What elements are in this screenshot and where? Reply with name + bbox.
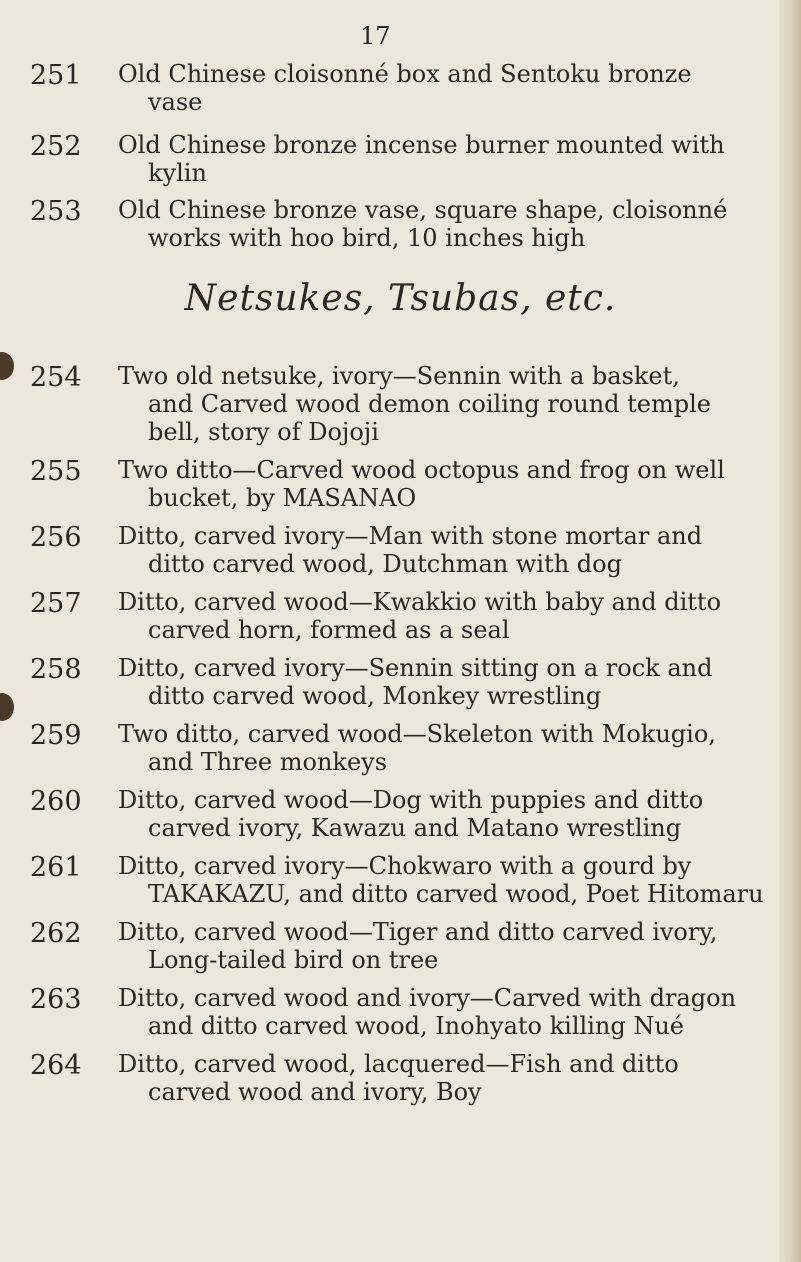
lot-line: Old Chinese cloisonné box and Sentoku bronze (118, 60, 692, 88)
page-number: 17 (360, 22, 391, 50)
lot-line: TAKAKAZU, and ditto carved wood, Poet Hitomaru (148, 880, 764, 908)
lot-description (118, 786, 768, 842)
lot-line: and ditto carved wood, Inohyato killing Nué (148, 1012, 684, 1040)
lot-number: 258 (30, 654, 82, 685)
lot-description (118, 984, 768, 1040)
lot-line: Old Chinese bronze incense burner mounted with (118, 131, 725, 159)
lot-line: carved wood and ivory, Boy (148, 1078, 482, 1106)
lot-line: Two ditto, carved wood—Skeleton with Mokugio, (118, 720, 716, 748)
lot-line: Ditto, carved wood, lacquered—Fish and ditto (118, 1050, 679, 1078)
lot-line: Ditto, carved wood—Kwakkio with baby and ditto (118, 588, 722, 616)
lot-description (118, 362, 768, 446)
lot-line: bell, story of Dojoji (148, 418, 379, 446)
lot-line: and Three monkeys (148, 748, 388, 776)
lot-description (118, 522, 768, 578)
lot-number: 261 (30, 852, 82, 883)
lot-line: Ditto, carved ivory—Chokwaro with a gourd by (118, 852, 692, 880)
lot-line: works with hoo bird, 10 inches high (148, 224, 586, 252)
lot-line: bucket, by MASANAO (148, 484, 417, 512)
lot-line: Two ditto—Carved wood octopus and frog on well (118, 456, 725, 484)
lot-line: vase (148, 88, 203, 116)
lot-description (118, 720, 768, 776)
lot-line: Old Chinese bronze vase, square shape, cloisonné (118, 196, 728, 224)
lot-line: Ditto, carved ivory—Sennin sitting on a rock and (118, 654, 713, 682)
lot-number: 257 (30, 588, 82, 619)
lot-description (118, 588, 768, 644)
lot-description (118, 852, 768, 908)
binding-hole (0, 693, 14, 721)
lot-line: kylin (148, 159, 207, 187)
lot-line: Two old netsuke, ivory—Sennin with a basket, (118, 362, 680, 390)
lot-number: 253 (30, 196, 82, 227)
lot-number: 256 (30, 522, 82, 553)
lot-description (118, 1050, 768, 1106)
lot-description (118, 456, 768, 512)
page-edge (779, 0, 801, 1262)
lot-number: 251 (30, 60, 82, 91)
lot-number: 264 (30, 1050, 82, 1081)
lot-line: Ditto, carved wood and ivory—Carved with dragon (118, 984, 737, 1012)
lot-description (118, 131, 768, 187)
lot-line: and Carved wood demon coiling round temple (148, 390, 711, 418)
section-heading: Netsukes, Tsubas, etc. (184, 278, 617, 319)
binding-hole (0, 352, 14, 380)
lot-number: 255 (30, 456, 82, 487)
lot-number: 252 (30, 131, 82, 162)
lot-number: 259 (30, 720, 82, 751)
lot-description (118, 60, 768, 116)
lot-number: 254 (30, 362, 82, 393)
lot-description (118, 196, 768, 252)
lot-number: 260 (30, 786, 82, 817)
lot-line: ditto carved wood, Dutchman with dog (148, 550, 622, 578)
lot-line: ditto carved wood, Monkey wrestling (148, 682, 602, 710)
lot-line: Ditto, carved wood—Dog with puppies and ditto (118, 786, 704, 814)
lot-line: Long-tailed bird on tree (148, 946, 439, 974)
lot-line: carved ivory, Kawazu and Matano wrestling (148, 814, 682, 842)
lot-number: 262 (30, 918, 82, 949)
lot-description (118, 654, 768, 710)
lot-line: Ditto, carved ivory—Man with stone mortar and (118, 522, 703, 550)
lot-line: carved horn, formed as a seal (148, 616, 510, 644)
lot-description (118, 918, 768, 974)
lot-line: Ditto, carved wood—Tiger and ditto carved ivory, (118, 918, 718, 946)
lot-number: 263 (30, 984, 82, 1015)
